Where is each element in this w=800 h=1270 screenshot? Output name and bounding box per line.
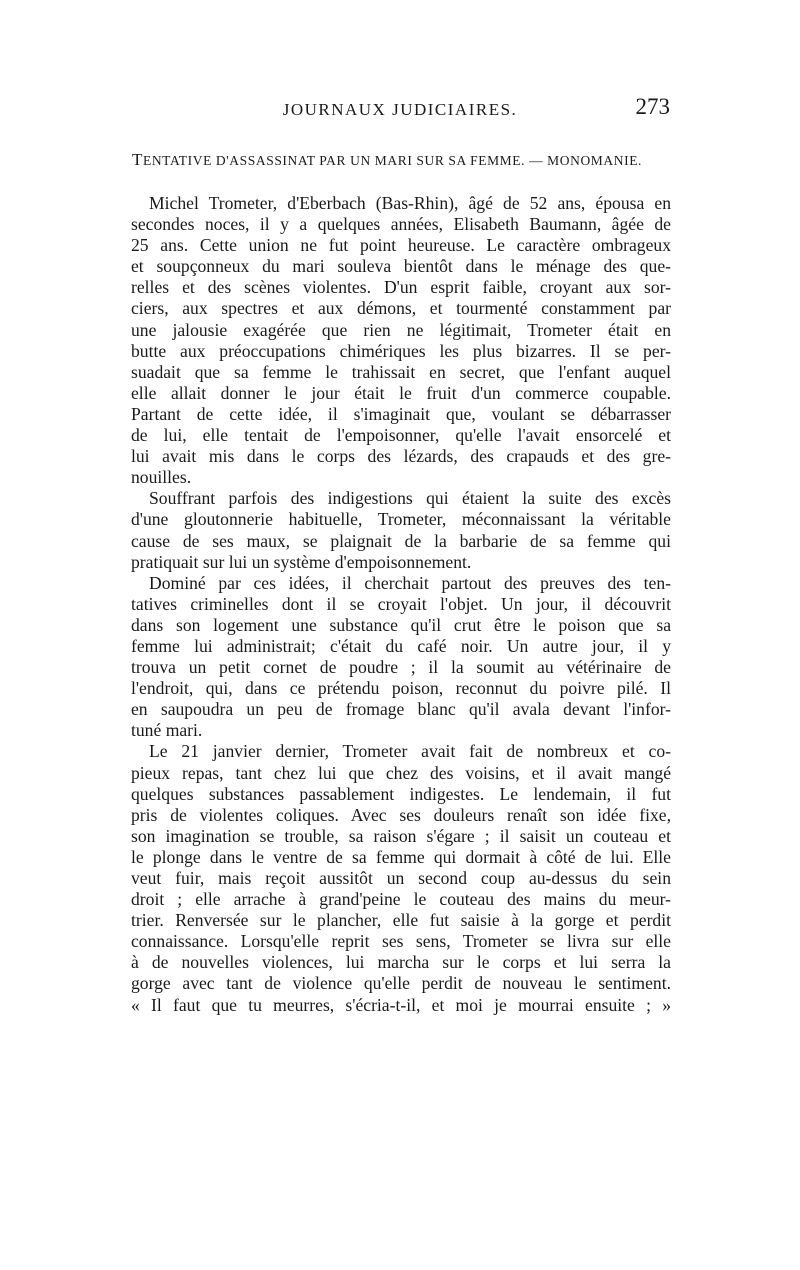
text-line: d'une gloutonnerie habituelle, Trometer, méconnaissant la véritable — [131, 509, 671, 530]
text-line: une jalousie exagérée que rien ne légitimait, Trometer était en — [131, 319, 671, 340]
text-line: Souffrant parfois des indigestions qui étaient la suite des excès — [149, 488, 671, 509]
text-line: le plonge dans le ventre de sa femme qui dormait à côté de lui. Elle — [131, 846, 671, 867]
page-number: 273 — [635, 94, 670, 119]
text-line: trouva un petit cornet de poudre ; il la soumit au vétérinaire de — [131, 657, 671, 678]
text-line: relles et des scènes violentes. D'un esprit faible, croyant aux sor- — [131, 277, 671, 298]
text-line: tuné mari. — [131, 720, 203, 741]
text-line: l'endroit, qui, dans ce prétendu poison, reconnut du poivre pilé. Il — [131, 678, 671, 699]
text-line: droit ; elle arrache à grand'peine le couteau des mains du meur- — [131, 889, 671, 910]
text-line: veut fuir, mais reçoit aussitôt un second coup au-dessus du sein — [131, 868, 671, 888]
text-line: pratiquait sur lui un système d'empoisonnement. — [131, 551, 472, 572]
article-body — [131, 193, 671, 1016]
text-line: Le 21 janvier dernier, Trometer avait fait de nombreux et co- — [149, 741, 671, 762]
text-line: connaissance. Lorsqu'elle reprit ses sens, Trometer se livra sur elle — [131, 931, 671, 952]
text-line: tatives criminelles dont il se croyait l'objet. Un jour, il découvrit — [131, 593, 671, 614]
running-header — [0, 92, 800, 124]
section-heading-text: ENTATIVE D'ASSASSINAT PAR UN MARI SUR SA FEMME. — MONOMANIE. — [142, 153, 643, 168]
text-line: butte aux préoccupations chimériques les plus bizarres. Il se per- — [131, 340, 671, 361]
text-line: Partant de cette idée, il s'imaginait que, voulant se débarrasser — [131, 403, 671, 424]
text-line: femme lui administrait; c'était du café noir. Un autre jour, il y — [131, 635, 671, 656]
text-line: « Il faut que tu meurres, s'écria-t-il, et moi je mourrai ensuite ; » — [131, 994, 671, 1015]
text-line: de lui, elle tentait de l'empoisonner, qu'elle l'avait ensorcelé et — [131, 425, 671, 446]
text-line: elle allait donner le jour était le fruit d'un commerce coupable. — [131, 382, 671, 403]
text-line: Michel Trometer, d'Eberbach (Bas-Rhin), âgé de 52 ans, épousa en — [149, 193, 671, 213]
text-line: et soupçonneux du mari souleva bientôt dans le ménage des que- — [131, 256, 671, 277]
running-title: JOURNAUX JUDICIAIRES. — [282, 100, 518, 119]
text-line: ciers, aux spectres et aux démons, et tourmenté constamment par — [131, 298, 671, 319]
text-line: trier. Renversée sur le plancher, elle fut saisie à la gorge et perdit — [131, 910, 671, 931]
text-line: pris de violentes coliques. Avec ses douleurs renaît son idée fixe, — [131, 804, 671, 825]
text-line: gorge avec tant de violence qu'elle perdit de nouveau le sentiment. — [131, 973, 671, 994]
text-line: pieux repas, tant chez lui que chez des voisins, et il avait mangé — [131, 762, 671, 783]
section-heading-initial: T — [132, 150, 143, 169]
text-line: en saupoudra un peu de fromage blanc qu'il avala devant l'infor- — [131, 699, 671, 720]
text-line: quelques substances passablement indigestes. Le lendemain, il fut — [131, 783, 671, 804]
text-line: à de nouvelles violences, lui marcha sur le corps et lui serra la — [131, 952, 671, 973]
text-line: nouilles. — [131, 467, 192, 488]
text-line: Dominé par ces idées, il cherchait partout des preuves des ten- — [149, 572, 671, 593]
text-line: suadait que sa femme le trahissait en secret, que l'enfant auquel — [131, 361, 671, 382]
text-line: 25 ans. Cette union ne fut point heureuse. Le caractère ombrageux — [131, 235, 671, 256]
text-line: cause de ses maux, se plaignait de la barbarie de sa femme qui — [131, 530, 671, 551]
text-line: secondes noces, il y a quelques années, Elisabeth Baumann, âgée de — [131, 214, 671, 235]
text-line: son imagination se trouble, sa raison s'égare ; il saisit un couteau et — [131, 825, 671, 846]
text-line: dans son logement une substance qu'il crut être le poison que sa — [131, 614, 671, 635]
section-heading — [132, 150, 672, 170]
text-line: lui avait mis dans le corps des lézards, des crapauds et des gre- — [131, 446, 671, 467]
